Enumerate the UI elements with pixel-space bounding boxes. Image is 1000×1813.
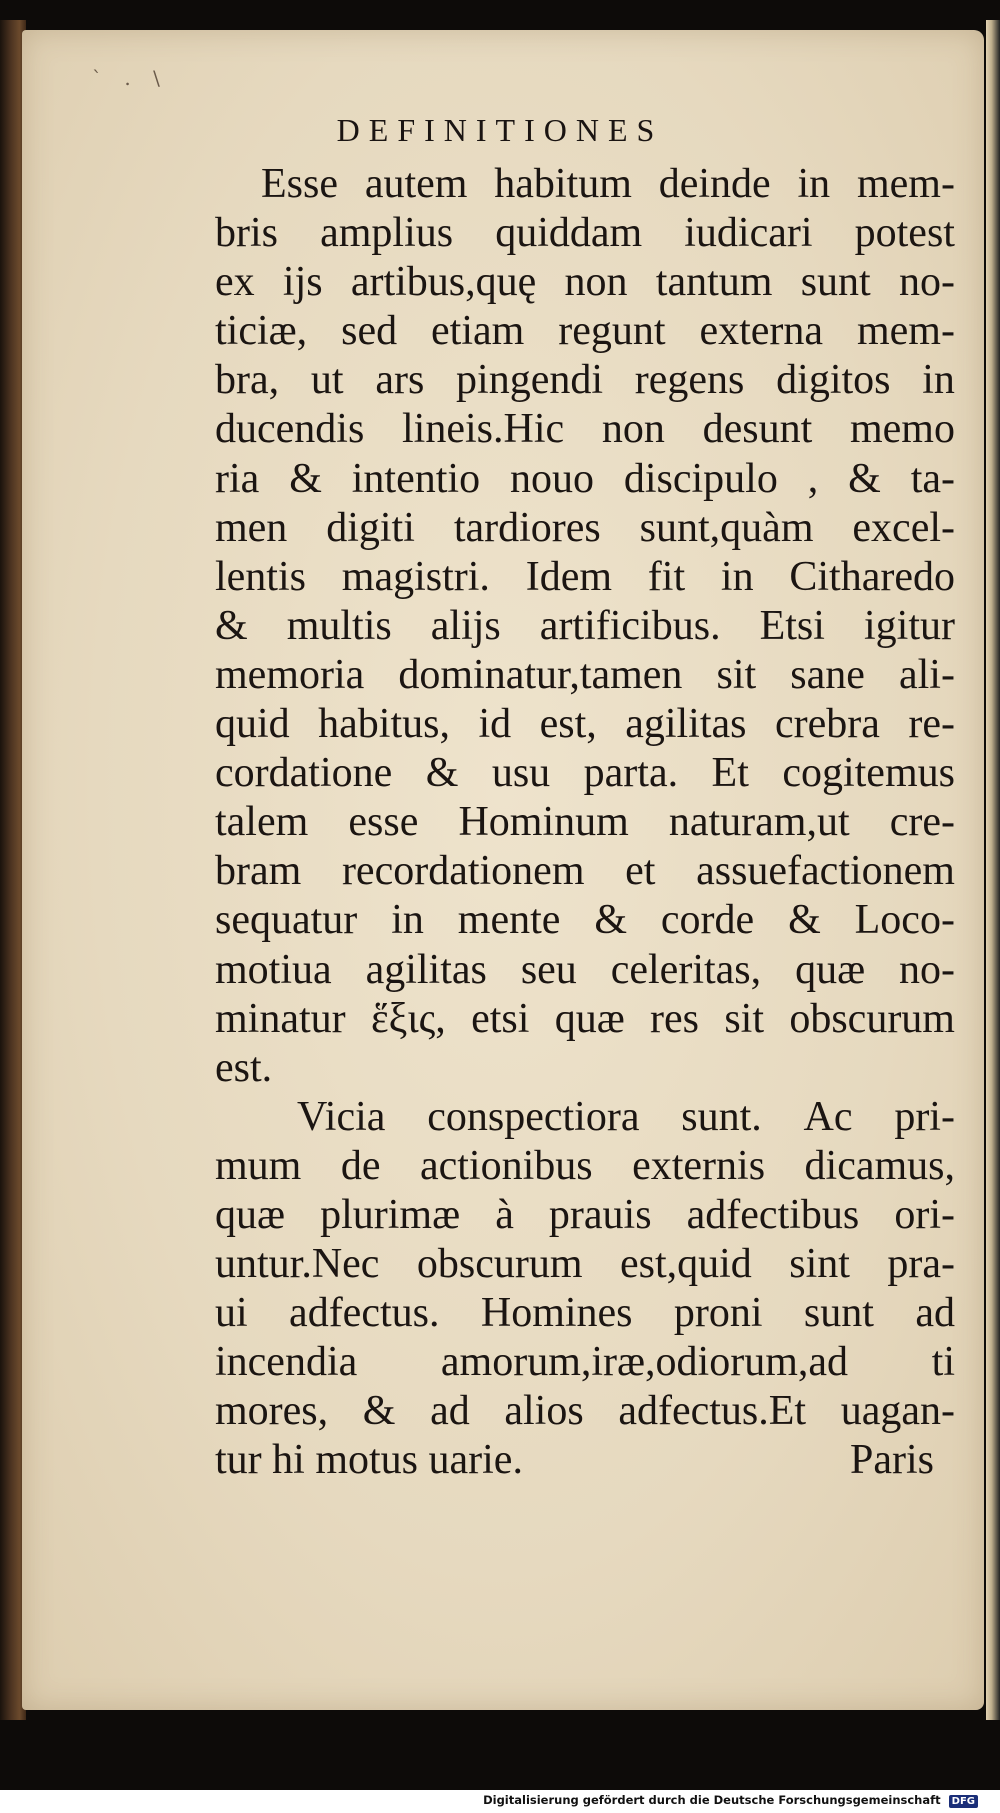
footer-credit [483, 1793, 978, 1808]
word: excel- [852, 504, 955, 551]
word: mente [457, 897, 561, 944]
word: à [495, 1191, 514, 1238]
word: mores, [215, 1388, 329, 1435]
word: ria [215, 455, 260, 502]
word: pri- [894, 1093, 955, 1140]
word: seu [520, 946, 577, 993]
text-line [215, 1191, 955, 1240]
word: in [720, 553, 754, 600]
word: mum [215, 1142, 302, 1189]
word: sunt [803, 1290, 874, 1337]
word: est,quid [619, 1241, 752, 1288]
dfg-logo-icon: DFG [949, 1795, 978, 1808]
word: dominatur,tamen [398, 651, 683, 698]
word: mem- [856, 308, 955, 355]
word: Hominum [458, 799, 629, 846]
text-line [215, 798, 955, 847]
word: cogitemus [782, 750, 955, 797]
word: de [340, 1142, 381, 1189]
word: corde [660, 897, 755, 944]
word: sed [341, 308, 398, 355]
word: multis [286, 602, 392, 649]
text-line [215, 455, 955, 504]
word: regens [634, 357, 745, 404]
word: sit [716, 651, 757, 698]
word: Vicia [297, 1093, 386, 1140]
word: non [564, 259, 628, 306]
word: agilitas [625, 701, 747, 748]
word: sit [724, 995, 765, 1042]
text-line [215, 700, 955, 749]
word: cre- [889, 799, 955, 846]
word: uagan- [840, 1388, 955, 1435]
word: etiam [431, 308, 525, 355]
text-line [215, 602, 955, 651]
text-line [215, 209, 955, 258]
word: lentis [215, 553, 306, 600]
text-line [215, 1240, 955, 1289]
text-line [215, 307, 955, 356]
word: Loco- [854, 897, 955, 944]
word: parta. [583, 750, 679, 797]
word: habitum [494, 161, 632, 207]
text-line [215, 1093, 955, 1142]
word: mem- [856, 161, 955, 207]
word: in [797, 161, 831, 207]
word: motiua [215, 946, 332, 993]
word: intentio [351, 455, 481, 502]
word: quid [215, 701, 290, 748]
word: sequatur [215, 897, 358, 944]
word: tantum [655, 259, 773, 306]
last-line [215, 1436, 955, 1485]
word: Ac [803, 1093, 853, 1140]
word: digiti [326, 504, 415, 551]
word: sunt,quàm [639, 504, 814, 551]
word: est, [539, 701, 597, 748]
word: & [362, 1388, 396, 1435]
word: alios [504, 1388, 584, 1435]
word: cordatione [215, 750, 393, 797]
word: & [425, 750, 459, 797]
text-line [215, 749, 955, 798]
word: in [922, 357, 955, 404]
word: & [594, 897, 627, 944]
word: actionibus [419, 1142, 593, 1189]
word: untur.Nec [215, 1241, 380, 1288]
word: & [788, 897, 821, 944]
word: Etsi [759, 602, 825, 649]
text-line [215, 995, 955, 1044]
word: Idem [525, 553, 613, 600]
word: , [807, 455, 819, 502]
word: habitus, [318, 701, 450, 748]
word: amorum,iræ,odiorum,ad [440, 1339, 849, 1386]
word: ticiæ, [215, 308, 308, 355]
book-binding-right [986, 20, 1000, 1720]
word: & [848, 455, 881, 502]
word: memo [849, 406, 955, 453]
word: obscurum [789, 995, 955, 1042]
word: ars [375, 357, 425, 404]
word: fit [647, 553, 686, 600]
word: id [478, 701, 512, 748]
text-line [215, 847, 955, 896]
word: adfectus.Et [618, 1388, 807, 1435]
word: Citharedo [789, 553, 955, 600]
word: Esse [261, 161, 338, 207]
word: memoria [215, 651, 365, 698]
word: igitur [863, 602, 955, 649]
word: assuefactionem [696, 848, 955, 895]
word: incendia [215, 1339, 358, 1386]
word: ijs [282, 259, 323, 306]
word: adfectus. [289, 1290, 440, 1337]
word: men [215, 504, 288, 551]
text-line [215, 896, 955, 945]
word: potest [854, 210, 955, 257]
body-text [215, 160, 955, 1486]
text-line [215, 1338, 955, 1387]
word: agilitas [365, 946, 487, 993]
word: ἕξις, [370, 995, 446, 1042]
word: ori- [894, 1191, 955, 1238]
word: conspectiora [427, 1093, 640, 1140]
text-line [215, 651, 955, 700]
word: minatur [215, 995, 346, 1042]
word: obscurum [416, 1241, 583, 1288]
word: ducendis [215, 406, 365, 453]
text-line [215, 160, 955, 209]
word: externa [699, 308, 824, 355]
word: bris [215, 210, 278, 257]
word: etsi [471, 995, 530, 1042]
footer-text: Digitalisierung gefördert durch die Deutsche Forschungsgemeinschaft [483, 1793, 941, 1807]
word: proni [673, 1290, 763, 1337]
word: sunt [800, 259, 871, 306]
word: artificibus. [539, 602, 721, 649]
word: Homines [480, 1290, 633, 1337]
word: regunt [558, 308, 666, 355]
text-line [215, 504, 955, 553]
word: tardiores [453, 504, 601, 551]
word: ex [215, 259, 255, 306]
word: crebra [774, 701, 880, 748]
margin-marks: ` . \ [92, 66, 168, 90]
text-line [215, 258, 955, 307]
word: ali- [899, 651, 955, 698]
word: res [650, 995, 700, 1042]
word: no- [898, 259, 955, 306]
text-line [215, 1387, 955, 1436]
running-head: DEFINITIONES [336, 112, 664, 148]
text-line [215, 1289, 955, 1338]
word: digitos [776, 357, 891, 404]
text-line [215, 356, 955, 405]
word: et [625, 848, 656, 895]
word: & [215, 602, 248, 649]
word: esse [348, 799, 419, 846]
word: & [289, 455, 322, 502]
text-line [215, 405, 955, 454]
word: in [391, 897, 424, 944]
word: dicamus, [804, 1142, 955, 1189]
catchword: Paris [850, 1437, 934, 1484]
word: ad [915, 1290, 955, 1337]
word: ta- [910, 455, 955, 502]
word: amplius [320, 210, 454, 257]
word: usu [491, 750, 551, 797]
word: nouo [509, 455, 594, 502]
word: ut [310, 357, 344, 404]
word: lineis.Hic [402, 406, 565, 453]
word: externis [632, 1142, 766, 1189]
word: bram [215, 848, 302, 895]
word: iudicari [684, 210, 813, 257]
word: bra, [215, 357, 280, 404]
word: desunt [702, 406, 813, 453]
word: sunt. [681, 1093, 762, 1140]
word: sint [789, 1241, 850, 1288]
word: Et [711, 750, 749, 797]
word: adfectibus [686, 1191, 860, 1238]
word: pra- [887, 1241, 955, 1288]
word: non [601, 406, 665, 453]
word: sane [790, 651, 865, 698]
word: quæ [554, 995, 625, 1042]
word: pingendi [456, 357, 604, 404]
word: alijs [430, 602, 501, 649]
word: quiddam [495, 210, 643, 257]
word: quæ [215, 1191, 286, 1238]
word: recordationem [341, 848, 585, 895]
word: naturam,ut [668, 799, 850, 846]
word: quæ [795, 946, 866, 993]
word: autem [364, 161, 468, 207]
word: plurimæ [320, 1191, 461, 1238]
text-line [215, 946, 955, 995]
word: ad [430, 1388, 470, 1435]
word: prauis [548, 1191, 652, 1238]
text-line [215, 553, 955, 602]
word: magistri. [341, 553, 490, 600]
word: deinde [658, 161, 771, 207]
word: re- [908, 701, 955, 748]
word: ti [931, 1339, 955, 1386]
word: discipulo [623, 455, 778, 502]
text-line: est. [215, 1044, 273, 1091]
text-line [215, 1142, 955, 1191]
word: ui [215, 1290, 248, 1337]
word: talem [215, 799, 309, 846]
text-line: tur hi motus uarie. [215, 1437, 523, 1484]
word: celeritas, [610, 946, 762, 993]
word: artibus,quę [350, 259, 537, 306]
word: no- [899, 946, 955, 993]
